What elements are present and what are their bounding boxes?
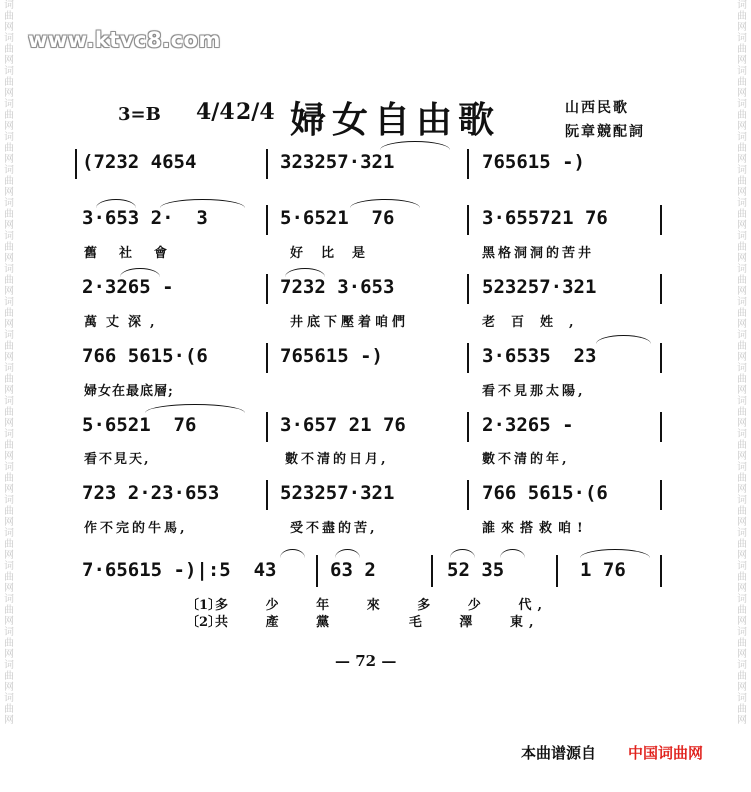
lyric-line2-a: 舊社會 [84, 246, 190, 261]
barline [266, 412, 268, 442]
time-signature-2-4: 2/4 [236, 99, 275, 125]
measure-row6-b: 523257·321 [280, 482, 395, 504]
measure-row4-a: 766 5615·(6 [82, 345, 208, 367]
measure-row4-c: 3·6535 23 [482, 345, 597, 367]
lyric-line3-b: 井底下壓着咱們 [290, 315, 410, 330]
barline [266, 205, 268, 235]
lyric-line3-a: 萬丈深, [84, 315, 164, 330]
verse-1-lyric: 多 少 年 來 多 少 代, [215, 598, 548, 613]
barline [660, 412, 662, 442]
barline [467, 412, 469, 442]
barline [266, 343, 268, 373]
measure-row2-c: 3·655721 76 [482, 207, 608, 229]
measure-row5-b: 3·657 21 76 [280, 414, 406, 436]
barline [467, 149, 469, 179]
lyric-line3-c: 老百姓, [482, 315, 590, 330]
barline [266, 149, 268, 179]
measure-row7-c: 52 35 [447, 559, 505, 581]
lyric-line5-a: 看不見天, [84, 452, 151, 467]
barline [660, 205, 662, 235]
measure-row2-a: 3·653 2· 3 [82, 207, 208, 229]
measure-row7-a: 7·65615 -)|:5 43 [82, 559, 277, 581]
song-arranger: 阮章競配詞 [565, 124, 645, 140]
barline [431, 555, 433, 587]
slur [350, 199, 420, 208]
lyric-line6-c: 誰來搭救咱! [482, 521, 589, 536]
barline [75, 149, 77, 179]
side-watermark-right: 词曲网词曲网词曲网词曲网词曲网词曲网词曲网词曲网词曲网词曲网词曲网词曲网词曲网词曲网词曲网词曲网词曲网词曲网词曲网词曲网词曲网词曲网 [737, 0, 747, 726]
measure-row6-a: 723 2·23·653 [82, 482, 220, 504]
slur [280, 549, 305, 558]
verse-1-number: 〔1〕 [186, 598, 222, 613]
measure-row1-c: 765615 -) [482, 151, 585, 173]
song-title: 婦女自由歌 [290, 99, 501, 141]
slur [145, 404, 245, 413]
slur [335, 549, 360, 558]
lyric-line2-c: 黑格洞洞的苦井 [482, 246, 595, 261]
slur [120, 268, 160, 277]
barline [660, 343, 662, 373]
lyric-line6-a: 作不完的牛馬, [84, 521, 188, 536]
barline [467, 343, 469, 373]
lyric-line4-c: 看不見那太陽, [482, 384, 586, 399]
key-signature: 3=B [118, 104, 161, 125]
slur [96, 199, 136, 208]
slur [580, 549, 650, 558]
source-site-link[interactable]: 中国词曲网 [628, 744, 704, 762]
side-watermark-left: 词曲网词曲网词曲网词曲网词曲网词曲网词曲网词曲网词曲网词曲网词曲网词曲网词曲网词曲网词曲网词曲网词曲网词曲网词曲网词曲网词曲网词曲网 [4, 0, 14, 726]
slur [160, 199, 245, 208]
verse-2-lyric: 共 產 黨 毛 澤 東, [215, 615, 540, 630]
lyric-line6-b: 受不盡的苦, [290, 521, 378, 536]
verse-2-number: 〔2〕 [186, 615, 222, 630]
page-number: — 72 — [335, 652, 397, 670]
lyric-line4-a: 婦女在最底層; [84, 384, 174, 399]
barline [467, 480, 469, 510]
site-watermark: www.ktvc8.com [28, 28, 221, 52]
measure-row7-b: 63 2 [330, 559, 376, 581]
lyric-line2-b: 好比是 [290, 246, 384, 261]
measure-row3-c: 523257·321 [482, 276, 597, 298]
measure-row5-a: 5·6521 76 [82, 414, 197, 436]
measure-row1-a: (7232 4654 [82, 151, 197, 173]
measure-row1-b: 323257·321 [280, 151, 395, 173]
measure-row7-d: 1 76 [580, 559, 626, 581]
lyric-line5-b: 數不清的日月, [285, 452, 389, 467]
measure-row4-b: 765615 -) [280, 345, 383, 367]
source-label: 本曲谱源自 [521, 744, 597, 762]
barline [467, 274, 469, 304]
barline [660, 274, 662, 304]
barline [467, 205, 469, 235]
measure-row2-b: 5·6521 76 [280, 207, 395, 229]
slur [500, 549, 525, 558]
barline [316, 555, 318, 587]
slur [450, 549, 475, 558]
barline [266, 274, 268, 304]
barline [266, 480, 268, 510]
slur [596, 335, 651, 344]
measure-row5-c: 2·3265 - [482, 414, 574, 436]
measure-row3-b: 7232 3·653 [280, 276, 395, 298]
barline [660, 555, 662, 587]
lyric-line5-c: 數不清的年, [482, 452, 570, 467]
slur [285, 268, 325, 277]
song-origin: 山西民歌 [565, 100, 629, 116]
barline [556, 555, 558, 587]
barline [660, 480, 662, 510]
measure-row3-a: 2·3265 - [82, 276, 174, 298]
time-signature-4-4: 4/4 [196, 99, 235, 125]
measure-row6-c: 766 5615·(6 [482, 482, 608, 504]
